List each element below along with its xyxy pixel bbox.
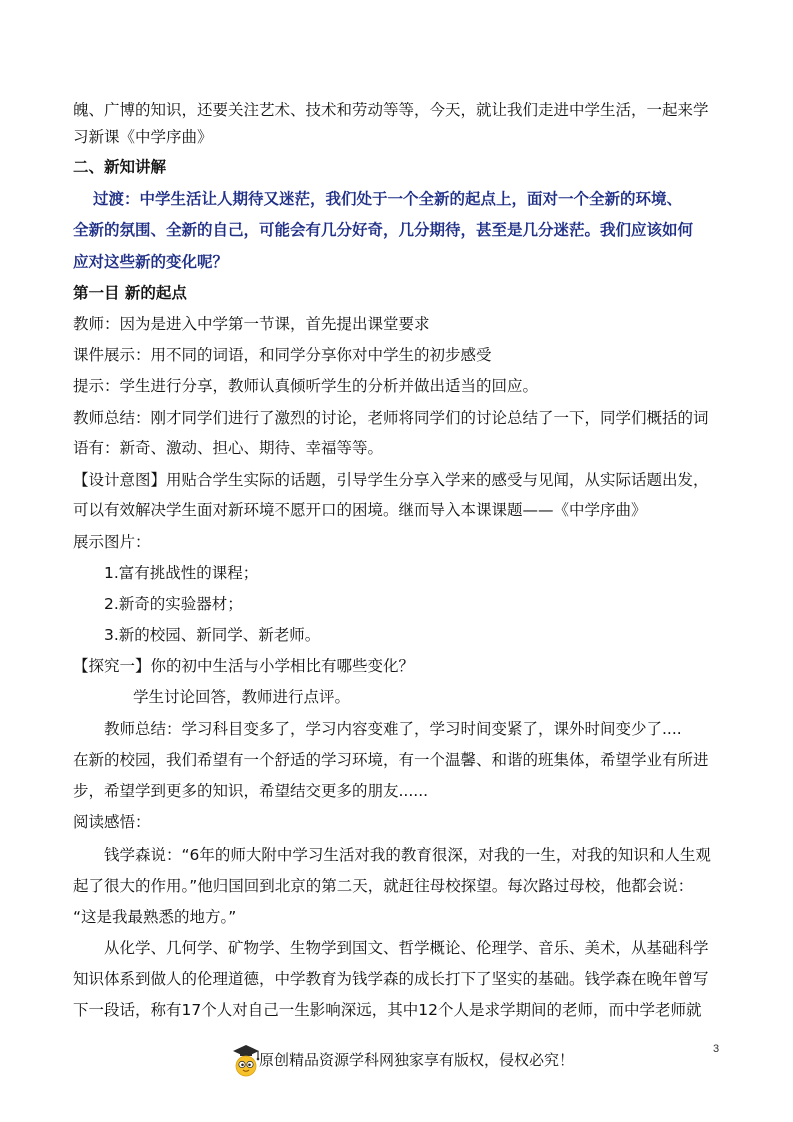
graduate-mascot-icon <box>232 1043 260 1079</box>
design-intent-line: 【设计意图】用贴合学生实际的话题，引导学生分享入学来的感受与见闻，从实际话题出发， <box>73 471 709 489</box>
paragraph-line: 习新课《中学序曲》 <box>73 128 213 146</box>
list-item: 2.新奇的实验器材； <box>104 595 243 613</box>
list-item: 1.富有挑战性的课程； <box>104 564 259 582</box>
section-heading: 二、新知讲解 <box>73 158 167 176</box>
paragraph-line: 学生讨论回答，教师进行点评。 <box>133 688 351 706</box>
paragraph-line: 钱学森说：“6年的师大附中学习生活对我的教育很深，对我的一生，对我的知识和人生观 <box>104 846 711 864</box>
subsection-heading: 第一目 新的起点 <box>73 284 187 302</box>
paragraph-line: “这是我最熟悉的地方。” <box>73 908 237 926</box>
paragraph-line: 语有：新奇、激动、担心、期待、幸福等等。 <box>73 439 384 457</box>
paragraph-line: 在新的校园，我们希望有一个舒适的学习环境，有一个温馨、和谐的班集体，希望学业有所进 <box>73 751 709 769</box>
paragraph-line: 教师总结：学习科目变多了，学习内容变难了，学习时间变紧了，课外时间变少了.... <box>104 720 682 738</box>
paragraph-line: 课件展示：用不同的词语，和同学分享你对中学生的初步感受 <box>73 346 492 364</box>
transition-line: 应对这些新的变化呢？ <box>73 253 229 271</box>
paragraph-line: 阅读感悟： <box>73 813 151 831</box>
paragraph-line: 下一段话，称有17个人对自己一生影响深远，其中12个人是求学期间的老师，而中学老师就 <box>73 1001 702 1019</box>
paragraph-line: 魄、广博的知识，还要关注艺术、技术和劳动等等，今天，就让我们走进中学生活，一起来学 <box>73 101 709 119</box>
paragraph-line: 教师总结：刚才同学们进行了激烈的讨论，老师将同学们的讨论总结了一下，同学们概括的词 <box>73 409 709 427</box>
paragraph-line: 步，希望学到更多的知识，希望结交更多的朋友...... <box>73 782 429 800</box>
transition-line: 过渡：中学生活让人期待又迷茫，我们处于一个全新的起点上，面对一个全新的环境、 <box>93 190 683 208</box>
paragraph-line: 提示：学生进行分享，教师认真倾听学生的分析并做出适当的回应。 <box>73 377 539 395</box>
explore-question: 【探究一】你的初中生活与小学相比有哪些变化？ <box>73 657 415 675</box>
paragraph-line: 从化学、几何学、矿物学、生物学到国文、哲学概论、伦理学、音乐、美术，从基础科学 <box>104 939 709 957</box>
page-number: 3 <box>713 1043 720 1055</box>
paragraph-line: 展示图片： <box>73 533 151 551</box>
transition-line: 全新的氛围、全新的自己，可能会有几分好奇，几分期待，甚至是几分迷茫。我们应该如何 <box>73 221 694 239</box>
list-item: 3.新的校园、新同学、新老师。 <box>104 626 321 644</box>
paragraph-line: 起了很大的作用。”他归国回到北京的第二天，就赶往母校探望。每次路过母校，他都会说： <box>73 877 694 895</box>
paragraph-line: 教师：因为是进入中学第一节课，首先提出课堂要求 <box>73 315 430 333</box>
paragraph-line: 知识体系到做人的伦理道德，中学教育为钱学森的成长打下了坚实的基础。钱学森在晚年曾写 <box>73 970 709 988</box>
copyright-text: 原创精品资源学科网独家享有版权，侵权必究！ <box>259 1051 575 1069</box>
design-intent-line: 可以有效解决学生面对新环境不愿开口的困境。继而导入本课课题——《中学序曲》 <box>73 501 647 519</box>
